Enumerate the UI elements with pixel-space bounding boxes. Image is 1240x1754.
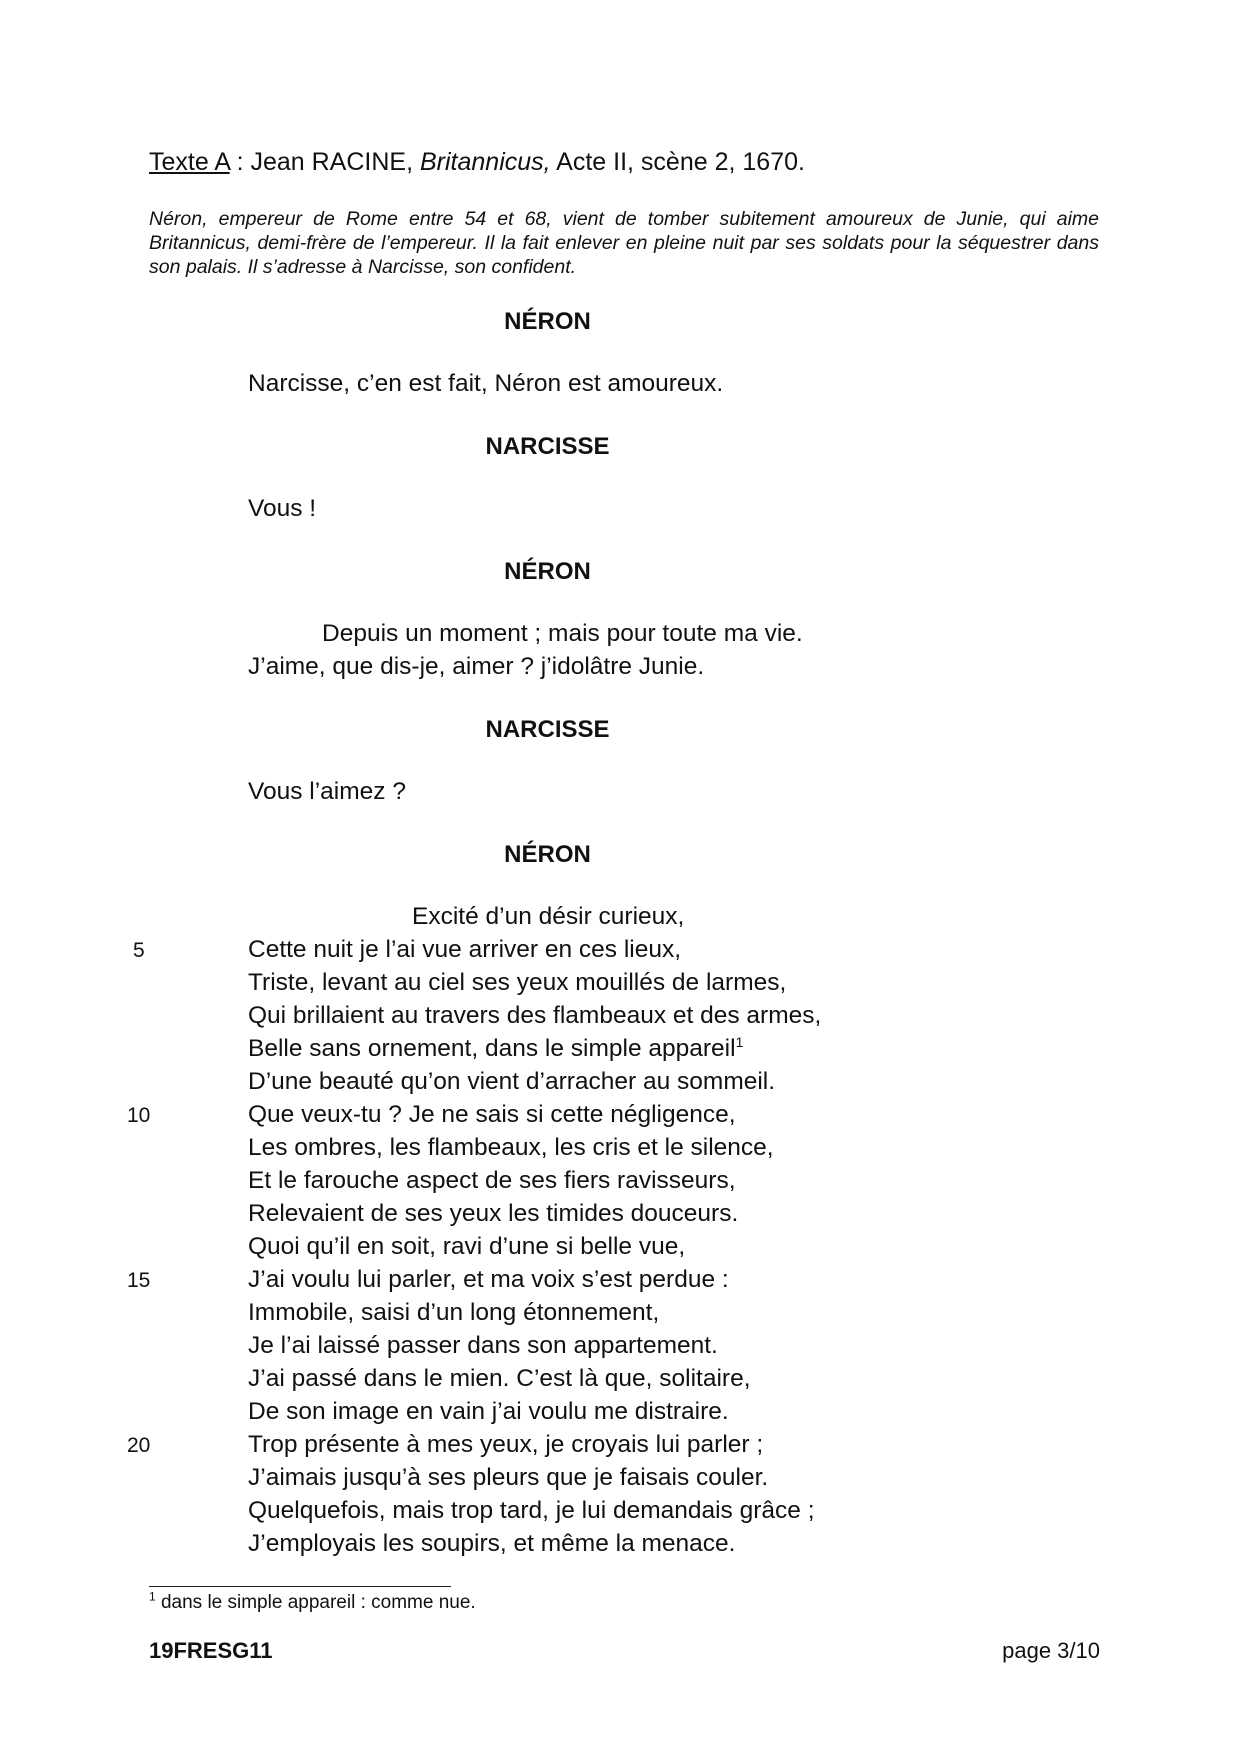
verse-line: Immobile, saisi d’un long étonnement, [248,1299,660,1326]
verse-line: Trop présente à mes yeux, je croyais lui parler ; [248,1431,764,1458]
speaker-name: NARCISSE [485,716,610,743]
verse-line: De son image en vain j’ai voulu me distraire. [248,1398,729,1425]
footnote-text: dans le simple appareil : comme nue. [155,1592,476,1613]
verse-line-text: Belle sans ornement, dans le simple appareil [248,1035,736,1062]
speaker-name: NÉRON [504,841,591,868]
work-title: Britannicus, [419,148,551,176]
verse-line: Triste, levant au ciel ses yeux mouillés de larmes, [248,969,787,996]
verse-line: Narcisse, c’en est fait, Néron est amoureux. [248,370,724,397]
verse-line: Je l’ai laissé passer dans son appartement. [248,1332,718,1359]
speaker-name: NARCISSE [485,433,610,460]
verse-line: Quoi qu’il en soit, ravi d’une si belle vue, [248,1233,686,1260]
title-separator: : [229,148,251,176]
verse-line: Depuis un moment ; mais pour toute ma vie. [322,620,803,647]
line-number: 5 [133,939,145,962]
intro-paragraph: Néron, empereur de Rome entre 54 et 68, vient de tomber subitement amoureux de Junie, qui aime Britannicus, demi-frère de l’empereur. Il la fait enlever en pleine nuit par ses soldats pour la séquestrer dans son palais. Il s’adresse à Narcisse, son confident. [149,208,1099,278]
verse-line: Excité d’un désir curieux, [412,903,685,930]
text-label: Texte A [149,148,230,176]
line-number: 10 [127,1104,151,1127]
verse-line: J’ai passé dans le mien. C’est là que, solitaire, [248,1365,751,1392]
exam-code: 19FRESG11 [149,1638,273,1663]
verse-line: D’une beauté qu’on vient d’arracher au sommeil. [248,1068,776,1095]
verse-line: Vous ! [248,495,317,522]
page-number: page 3/10 [1002,1638,1100,1663]
verse-line [248,1035,743,1063]
verse-line: J’aime, que dis-je, aimer ? j’idolâtre Junie. [248,653,705,680]
line-number: 15 [127,1269,151,1292]
author: Jean RACINE, [250,148,420,176]
text-title [149,148,805,177]
verse-line: J’ai voulu lui parler, et ma voix s’est perdue : [248,1266,729,1293]
footnote [149,1589,476,1614]
footnote-marker: 1 [735,1033,744,1050]
verse-line: J’aimais jusqu’à ses pleurs que je faisais couler. [248,1464,769,1491]
verse-line: Que veux-tu ? Je ne sais si cette négligence, [248,1101,736,1128]
verse-line: Quelquefois, mais trop tard, je lui demandais grâce ; [248,1497,815,1524]
verse-line: Cette nuit je l’ai vue arriver en ces lieux, [248,936,682,963]
footnote-number: 1 [149,1589,156,1604]
verse-line: Vous l’aimez ? [248,778,406,805]
speaker-name: NÉRON [504,308,591,335]
speaker-name: NÉRON [504,558,591,585]
footnote-divider [149,1586,451,1587]
verse-line: Relevaient de ses yeux les timides douceurs. [248,1200,739,1227]
work-details: Acte II, scène 2, 1670. [550,148,805,176]
verse-line: J’employais les soupirs, et même la menace. [248,1530,736,1557]
verse-line: Qui brillaient au travers des flambeaux et des armes, [248,1002,822,1029]
line-number: 20 [127,1434,151,1457]
verse-line: Les ombres, les flambeaux, les cris et le silence, [248,1134,774,1161]
verse-line: Et le farouche aspect de ses fiers ravisseurs, [248,1167,736,1194]
